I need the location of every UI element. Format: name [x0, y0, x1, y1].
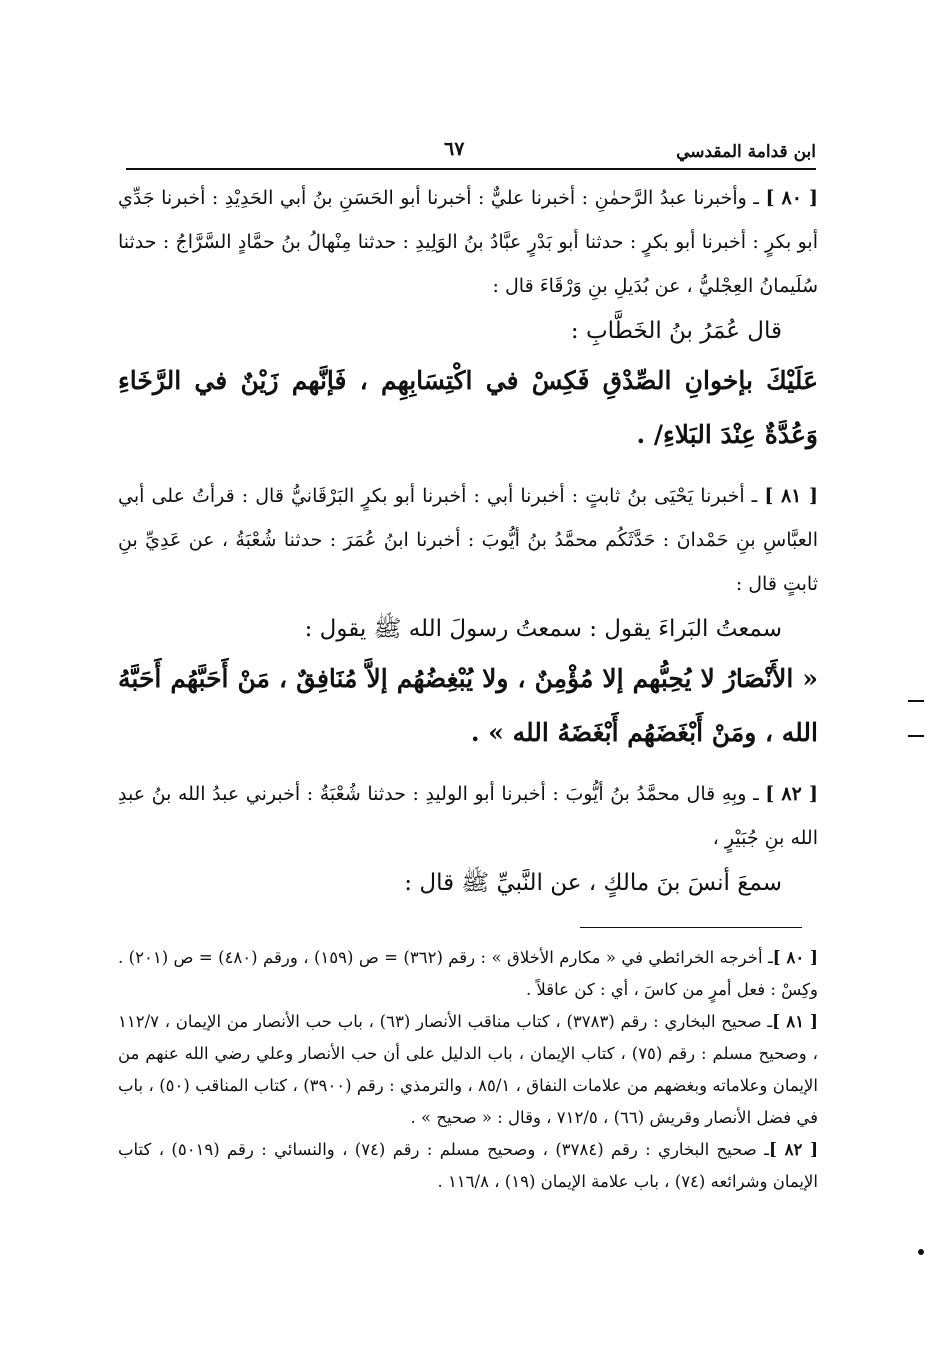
hadith-81-intro: سمعتُ البَراءَ يقول : سمعتُ رسولَ الله ﷺ يقول : [304, 616, 782, 642]
hadith-81-matn: « الأَنْصَارُ لا يُحِبُّهم إلا مُؤْمِنٌ ، ولا يُبْغِضُهُم إلاَّ مُنَافِقٌ ، مَنْ أَحَبَّهُم أَحَبَّهُ الله ، ومَنْ أَبْغَضَهُم أَبْغَضَهُ الله » . [118, 664, 818, 747]
hadith-81-number: [ ٨١ ] [764, 485, 818, 507]
running-head-title: ابن قدامة المقدسي [676, 142, 816, 162]
footnote-82-number: [ ٨٢ ] [768, 1140, 818, 1159]
margin-dot [918, 1249, 924, 1255]
footnote-82 [118, 1134, 818, 1198]
spacer [118, 462, 818, 474]
hadith-81 [118, 474, 818, 760]
hadith-82-isnad-text: ـ وبِهِ قال محمَّدُ بنُ أيُّوبَ : أخبرنا أبو الوليدِ : حدثنا شُعْبَةُ : أخبرني عبدُ الله بنُ عبدِ الله بنِ جُبَيْرٍ ، [118, 783, 818, 849]
margin-mark [908, 700, 924, 702]
page-number: ٦٧ [444, 138, 465, 160]
footnote-81-number: [ ٨١ ] [772, 1012, 818, 1031]
hadith-80 [118, 176, 818, 462]
margin-mark [908, 735, 924, 737]
hadith-82-isnad [118, 772, 818, 860]
hadith-81-isnad-text: ـ أخبرنا يَحْيَى بنُ ثابتٍ : أخبرنا أبي : أخبرنا أبو بكرٍ البَرْقَانيُّ قال : قرأتُ على أبي العبَّاسِ بنِ حَمْدانَ : حَدَّثَكُم محمَّدُ بنُ أيُّوبَ : أخبرنا ابنُ عُمَرَ : حدثنا شُعْبَةُ ، عن عَدِيِّ بنِ ثابتٍ قال : [118, 485, 818, 595]
footnote-80-text: ـ أخرجه الخرائطي في « مكارم الأخلاق » : رقم (٣٦٢) = ص (١٥٩) ، ورقم (٤٨٠) = ص (٢٠١) . وكِسْ : فعل أمرٍ من كاسَ ، أي : كن عاقلاً . [118, 948, 818, 999]
hadith-80-intro: قال عُمَرُ بنُ الخَطَّابِ : [570, 318, 782, 344]
hadith-80-isnad-text: ـ وأخبرنا عبدُ الرَّحمٰنِ : أخبرنا عليٌّ : أخبرنا أبو الحَسَنِ بنُ أبي الحَدِيْدِ : أخبرنا جَدِّي أبو بكرٍ : أخبرنا أبو بكرٍ : حدثنا أبو بَدْرٍ عبَّادُ بنُ الوَلِيدِ : حدثنا مِنْهالُ بنُ حمَّادٍ السَّرَّاجُ : حدثنا سُلَيمانُ العِجْليُّ ، عن بُدَيلِ بنِ وَرْقَاءَ قال : [118, 187, 818, 297]
footnote-82-text: ـ صحيح البخاري : رقم (٣٧٨٤) ، وصحيح مسلم : رقم (٧٤) ، والنسائي : رقم (٥٠١٩) ، كتاب الإيمان وشرائعه (٧٤) ، باب علامة الإيمان (١٩) ، ١١٦/٨ . [118, 1140, 818, 1191]
footnote-80-number: [ ٨٠ ] [772, 948, 818, 967]
hadith-82-intro: سمعَ أنسَ بنَ مالكٍ ، عن النَّبيِّ ﷺ قال : [404, 870, 782, 896]
footnote-81-text: ـ صحيح البخاري : رقم (٣٧٨٣) ، كتاب مناقب الأنصار (٦٣) ، باب حب الأنصار من الإيمان ، ١١٢/٧ ، وصحيح مسلم : رقم (٧٥) ، كتاب الإيمان ، باب الدليل على أن حب الأنصار وعلي رضي الله عنهم من الإيمان وعلاماته وبغضهم من علامات النفاق ، ٨٥/١ ، والترمذي : رقم (٣٩٠٠) ، كتاب المناقب (٥٠) ، باب في فضل الأنصار وقريش (٦٦) ، ٧١٢/٥ ، وقال : « صحيح » . [118, 1012, 818, 1127]
hadith-80-isnad [118, 176, 818, 308]
hadith-80-matn: عَلَيْكَ بإخوانِ الصِّدْقِ فَكِسْ في اكْتِسَابِهِم ، فَإنَّهم زَيْنٌ في الرَّخَاءِ وَعُدَّةٌ عِنْدَ البَلاءِ/ . [118, 366, 818, 449]
running-head [126, 138, 816, 168]
main-text [118, 176, 818, 906]
hadith-80-number: [ ٨٠ ] [765, 187, 819, 209]
hadith-82-number: [ ٨٢ ] [765, 783, 819, 805]
footnote-80 [118, 942, 818, 1006]
footnote-81 [118, 1006, 818, 1134]
footnote-rule [580, 927, 802, 928]
spacer [118, 760, 818, 772]
hadith-82 [118, 772, 818, 906]
hadith-81-isnad [118, 474, 818, 606]
footnotes [118, 942, 818, 1198]
header-rule [126, 168, 816, 170]
